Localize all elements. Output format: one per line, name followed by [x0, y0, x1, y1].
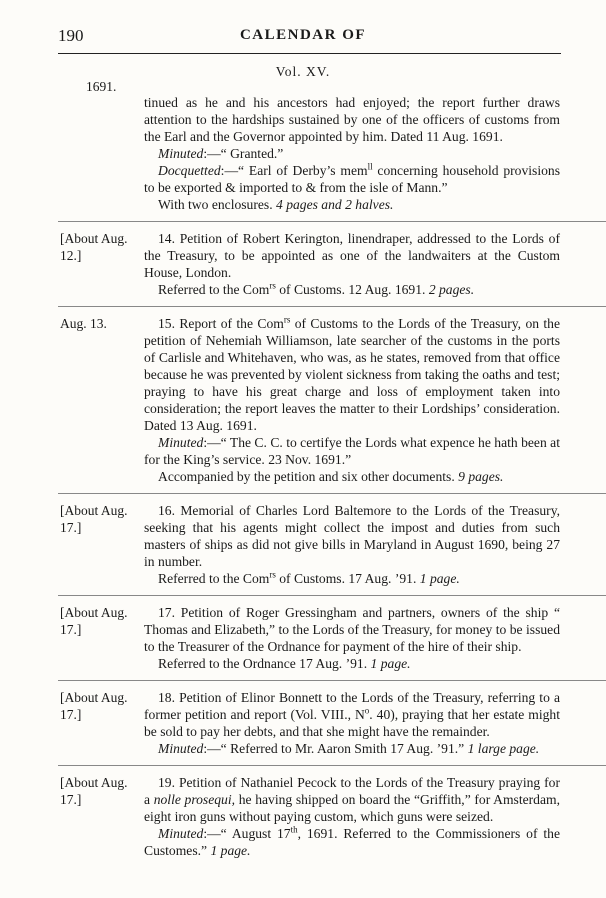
- referred-line: [144, 570, 560, 587]
- running-title: CALENDAR OF: [239, 27, 367, 43]
- entry-divider: [58, 680, 606, 681]
- referred-text-rest: of Customs. 12 Aug. 1691.: [275, 282, 429, 297]
- entry-date-margin: [About Aug. 17.]: [60, 605, 128, 637]
- entry-text-rest: he having shipped on board the “Griffith,” for Amsterdam, eight iron guns without paying custom, which guns were seized.: [144, 792, 560, 824]
- year-margin: 1691.: [86, 79, 117, 94]
- docquetted-text: :—“ Earl of Derby’s mem: [220, 163, 368, 178]
- minuted-label: Minuted: [158, 741, 204, 756]
- enclosures-line: [144, 196, 560, 213]
- entry-date-margin: [About Aug. 17.]: [60, 503, 128, 535]
- entry-continuation: [144, 94, 560, 213]
- entry-date-margin: [About Aug. 12.]: [60, 231, 128, 263]
- entry-19: [60, 774, 560, 859]
- entry-pages: 1 page.: [419, 571, 460, 586]
- referred-text: Referred to the Com: [158, 571, 270, 586]
- accompanied-line: [144, 468, 560, 485]
- entry-pages: 1 large page.: [467, 741, 540, 756]
- entry-text: 14. Petition of Robert Kerington, linendraper, addressed to the Lords of the Treasury, to be appointed as one of the landwaiters at the Custom House, London.: [144, 231, 560, 280]
- minuted-label: Minuted: [158, 826, 204, 841]
- referred-sup: rs: [269, 569, 276, 580]
- accompanied-text: Accompanied by the petition and six other documents.: [158, 469, 459, 484]
- entry-18: [60, 689, 560, 757]
- minuted-text: :—“ The C. C. to certifye the Lords what expence he hath been at for the King’s service. 23 Nov. 1691.”: [144, 435, 560, 467]
- referred-text: Referred to the Com: [158, 282, 270, 297]
- entry-text-start: 19. Petition of Nathaniel Pecock to the Lords of the Treasury praying for a: [144, 775, 560, 807]
- entry-text: 16. Memorial of Charles Lord Baltemore to the Lords of the Treasury, seeking that his agents might collect the impost and duties from such masters of ships as did not give bills in Maryland in August 1690, being 27 in number.: [144, 503, 560, 569]
- entry-divider: [58, 595, 606, 596]
- docquetted-text-rest: concerning household provisions to be exported & imported to & from the isle of Mann.”: [144, 163, 560, 195]
- docquetted-label: Docquetted: [158, 163, 221, 178]
- entry-text: 17. Petition of Roger Gressingham and partners, owners of the ship “ Thomas and Elizabeth,” to the Lords of the Treasury, for money to be issued to the Treasurer of the Ordnance for payment of the hire of their ship.: [144, 605, 560, 654]
- enclosures-pages: 4 pages and 2 halves.: [276, 197, 394, 212]
- entry-text-start: 15. Report of the Com: [158, 316, 284, 331]
- entry-text-start: 18. Petition of Elinor Bonnett to the Lords of the Treasury, referring to a former petition and report (Vol. VIII., N: [144, 690, 560, 722]
- entry-divider: [58, 306, 606, 307]
- entry-text-sup: rs: [283, 314, 291, 325]
- header-rule: [58, 53, 561, 54]
- volume-heading: Vol. XV.: [275, 64, 331, 79]
- entry-text: [144, 689, 560, 740]
- page-number: 190: [58, 26, 84, 45]
- entry-divider: [58, 765, 606, 766]
- entry-pages: 1 page.: [210, 843, 251, 858]
- minuted-sup: th: [290, 824, 298, 835]
- minuted-line: [144, 434, 560, 468]
- minuted-text: :—“ August 17: [203, 826, 291, 841]
- referred-sup: rs: [269, 280, 276, 291]
- entry-pages: 9 pages.: [458, 469, 504, 484]
- entry-divider: [58, 493, 606, 494]
- referred-text-rest: of Customs. 17 Aug. ’91.: [275, 571, 420, 586]
- minuted-label: Minuted: [158, 146, 204, 161]
- entry-text: [144, 315, 560, 434]
- entry-15: [60, 314, 561, 485]
- referred-text: Referred to the Ordnance 17 Aug. ’91.: [158, 656, 371, 671]
- entry-text-italic: nolle prosequi,: [153, 792, 236, 807]
- entry-text: tinued as he and his ancestors had enjoyed; the report further draws attention to the hardships sustained by one of the officers of customs from the Earl and the Governor appointed by him. Dated 11 Aug. 1691.: [144, 95, 560, 144]
- page-header: [0, 26, 606, 48]
- referred-line: [144, 655, 560, 672]
- docquetted-line: [144, 162, 560, 196]
- enclosures-text: With two enclosures.: [158, 197, 276, 212]
- minuted-line: [144, 740, 560, 757]
- entry-date-margin: Aug. 13.: [60, 316, 107, 331]
- entry-pages: 2 pages.: [428, 282, 475, 297]
- entry-date-margin: [About Aug. 17.]: [60, 775, 128, 807]
- minuted-text: :—“ Granted.”: [203, 146, 284, 161]
- entry-pages: 1 page.: [370, 656, 411, 671]
- docquetted-sup: ll: [367, 161, 373, 172]
- minuted-label: Minuted: [158, 435, 204, 450]
- minuted-text: :—“ Referred to Mr. Aaron Smith 17 Aug. ’91.”: [203, 741, 468, 756]
- entry-14: [60, 230, 560, 298]
- entry-divider: [58, 221, 606, 222]
- entry-date-margin: [About Aug. 17.]: [60, 690, 128, 722]
- minuted-line: [144, 825, 560, 859]
- entry-text-sup: o: [364, 705, 370, 716]
- calendar-body: [60, 94, 561, 859]
- entry-text: [144, 774, 560, 825]
- entry-17: [60, 604, 560, 672]
- minuted-text-rest: , 1691. Referred to the Commissioners of the Customes.”: [144, 826, 560, 858]
- entry-text-rest: . 40), praying that her estate might be sold to pay her debts, and that she might have the remainder.: [144, 707, 560, 739]
- entry-text-rest: of Customs to the Lords of the Treasury, on the petition of Nehemiah Williamson, late searcher of the customs in the ports of Carlisle and Whitehaven, who was, as he states, removed from that office because he was prevented by violent sickness from taking the oaths and test; praying to have his great charge and loss of employment taken into consideration; the report leaves the matter to their Lordships’ consideration. Dated 13 Aug. 1691.: [144, 316, 561, 433]
- entry-16: [60, 502, 560, 587]
- minuted-line: [144, 145, 560, 162]
- referred-line: [144, 281, 560, 298]
